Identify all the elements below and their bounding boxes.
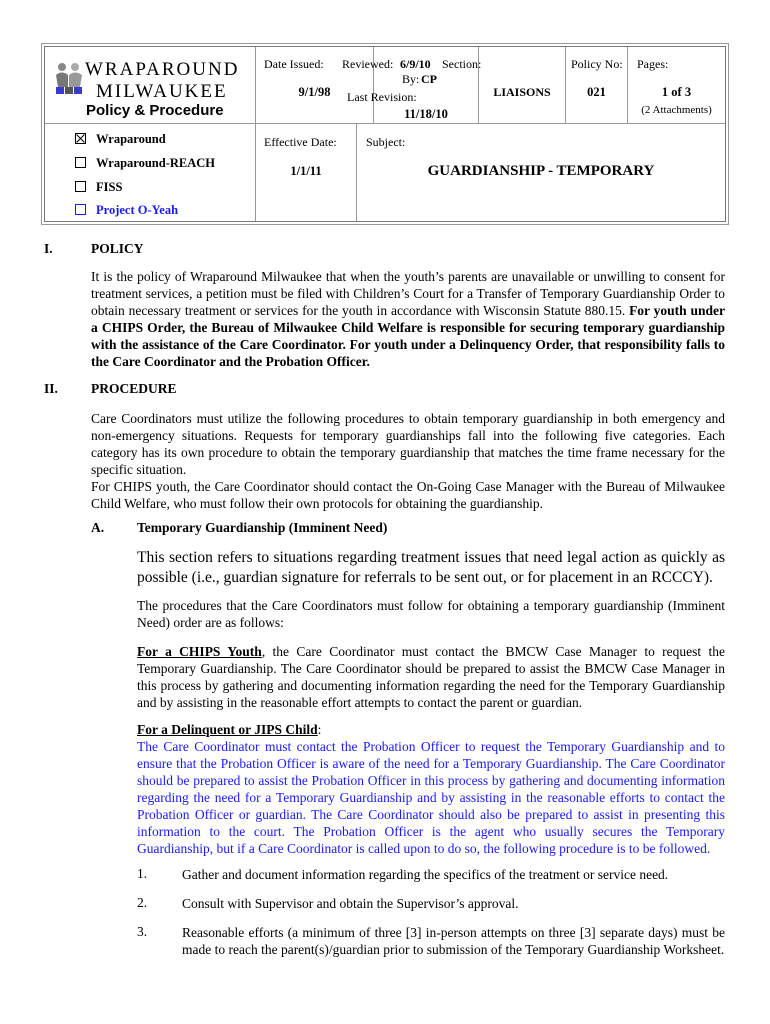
chips-heading: For a CHIPS Youth (137, 644, 262, 659)
attachments-note: (2 Attachments) (641, 104, 712, 116)
date-issued-value: 9/1/98 (298, 85, 331, 99)
step-text: Reasonable efforts (a minimum of three [3] in-person attempts on three [3] separate days) must be made to reach the parent(s)/guardian prior to submission of the Temporary Guardianship Worksheet. (182, 925, 725, 957)
date-issued-label: Date Issued: (264, 57, 324, 71)
subsection-procedures: The procedures that the Care Coordinators must follow for obtaining a temporary guardianship (Imminent Need) order are as follows: (137, 598, 725, 630)
reviewed-date: 6/9/10 (400, 57, 431, 71)
program-label: Wraparound-REACH (96, 156, 216, 170)
checked-box-icon (75, 133, 86, 144)
checkbox-icon (75, 204, 86, 215)
subsection-intro: This section refers to situations regarding treatment issues that need legal action as quickly as possible (i.e., guardian signature for referrals to be sent out, or for placement in an RCCCY). (137, 549, 725, 586)
program-label: FISS (96, 180, 123, 194)
step-number: 2. (137, 895, 148, 910)
policy-paragraph (91, 268, 725, 370)
step-text: Gather and document information regarding the specifics of the treatment or service need. (182, 867, 669, 882)
program-label: Wraparound (96, 132, 166, 146)
logo (45, 47, 255, 123)
pages-value: 1 of 3 (661, 85, 692, 99)
section-title-policy: POLICY (91, 241, 144, 256)
delinquent-heading: For a Delinquent or JIPS Child (137, 722, 318, 737)
procedure-text: Care Coordinators must utilize the following procedures to obtain temporary guardianship in both emergency and non-emergency situations. Requests for temporary guardianships fall into the following five categories. Each category has its own procedure to obtain the temporary guardianship that matches the time frame necessary for the specific situation. (91, 411, 725, 477)
effective-date-value: 1/1/11 (290, 164, 322, 178)
subsection-number: A. (91, 520, 105, 535)
section-value: LIAISONS (493, 85, 551, 99)
checkbox-icon (75, 157, 86, 168)
subject-label: Subject: (366, 135, 406, 149)
program-wraparound (75, 132, 166, 147)
step-number: 3. (137, 924, 148, 939)
checkbox-icon (75, 181, 86, 192)
procedure-paragraph (91, 410, 725, 512)
policy-no-value: 021 (587, 85, 606, 99)
section-title-procedure: PROCEDURE (91, 381, 177, 396)
logo-subtitle: Policy & Procedure (86, 102, 224, 119)
delinquent-colon: : (317, 722, 322, 737)
by-value: CP (421, 72, 437, 86)
chips-text: , the Care Coordinator must contact the BMCW Case Manager to request the Temporary Guardianship. The Care Coordinator should be prepared to assist the BMCW Case Manager in this process by gathering and documenting information regarding the need for the Temporary Guardianship and by assisting in the reasonable effort attempts to contact the parent or guardian. (137, 644, 725, 710)
pages-label: Pages: (637, 57, 669, 71)
last-revision-label: Last Revision: (347, 90, 417, 104)
policy-text: It is the policy of Wraparound Milwaukee that when the youth’s parents are unavailable or unwilling to consent for treatment services, a petition must be filed with Children’s Court for a Transfer of Temporary Guardianship Order to obtain necessary treatment or services for the youth in accordance with Wisconsin Statute 880.15. (91, 269, 725, 318)
divider (255, 47, 256, 221)
policy-header-table (44, 46, 726, 222)
divider (45, 123, 725, 124)
wraparound-logo-icon (54, 61, 84, 95)
section-label: Section: (442, 57, 482, 71)
delinquent-paragraph (137, 721, 725, 857)
program-fiss (75, 180, 122, 195)
step-number: 1. (137, 866, 148, 881)
procedure-text: For CHIPS youth, the Care Coordinator should contact the On-Going Case Manager with the Bureau of Milwaukee Child Welfare, who must follow their own protocols for obtaining the guardianship. (91, 479, 725, 511)
by-label: By: (402, 72, 420, 86)
effective-date-label: Effective Date: (264, 135, 337, 149)
policy-text-bold: For youth under a CHIPS Order, the Bureau of Milwaukee Child Welfare is responsible for securing temporary guardianship with the assistance of the Care Coordinator. For youth under a Delinquency Order, that responsibility falls to the Care Coordinator and the Probation Officer. (91, 303, 726, 369)
last-revision-value: 11/18/10 (404, 107, 448, 121)
delinquent-text: The Care Coordinator must contact the Probation Officer to request the Temporary Guardianship and to ensure that the Probation Officer is aware of the need for a Temporary Guardianship. The Care Coordinator should be prepared to assist the Probation Officer in this process by gathering and documenting information regarding the need for a Temporary Guardianship and by assisting in the reasonable efforts to contact the Probation Officer or guardian. The Care Coordinator should also be prepared to assist in presenting this information to the court. The Probation Officer is the agent who usually secures the Temporary Guardianship, but if a Care Coordinator is called upon to do so, the following procedure is to be followed. (137, 739, 725, 856)
program-wraparound-reach (75, 156, 215, 171)
section-number: II. (44, 381, 58, 396)
section-number: I. (44, 241, 53, 256)
logo-title-line2: MILWAUKEE (96, 81, 228, 102)
subject-value: GUARDIANSHIP - TEMPORARY (427, 163, 655, 179)
subsection-title: Temporary Guardianship (Imminent Need) (137, 520, 388, 535)
chips-youth-paragraph (137, 643, 725, 711)
program-label: Project O-Yeah (96, 203, 179, 217)
reviewed-label: Reviewed: (342, 57, 394, 71)
step-text: Consult with Supervisor and obtain the Supervisor’s approval. (182, 896, 519, 911)
logo-title: WRAPAROUND (85, 59, 240, 80)
program-project-o-yeah (75, 203, 178, 218)
policy-no-label: Policy No: (571, 57, 623, 71)
